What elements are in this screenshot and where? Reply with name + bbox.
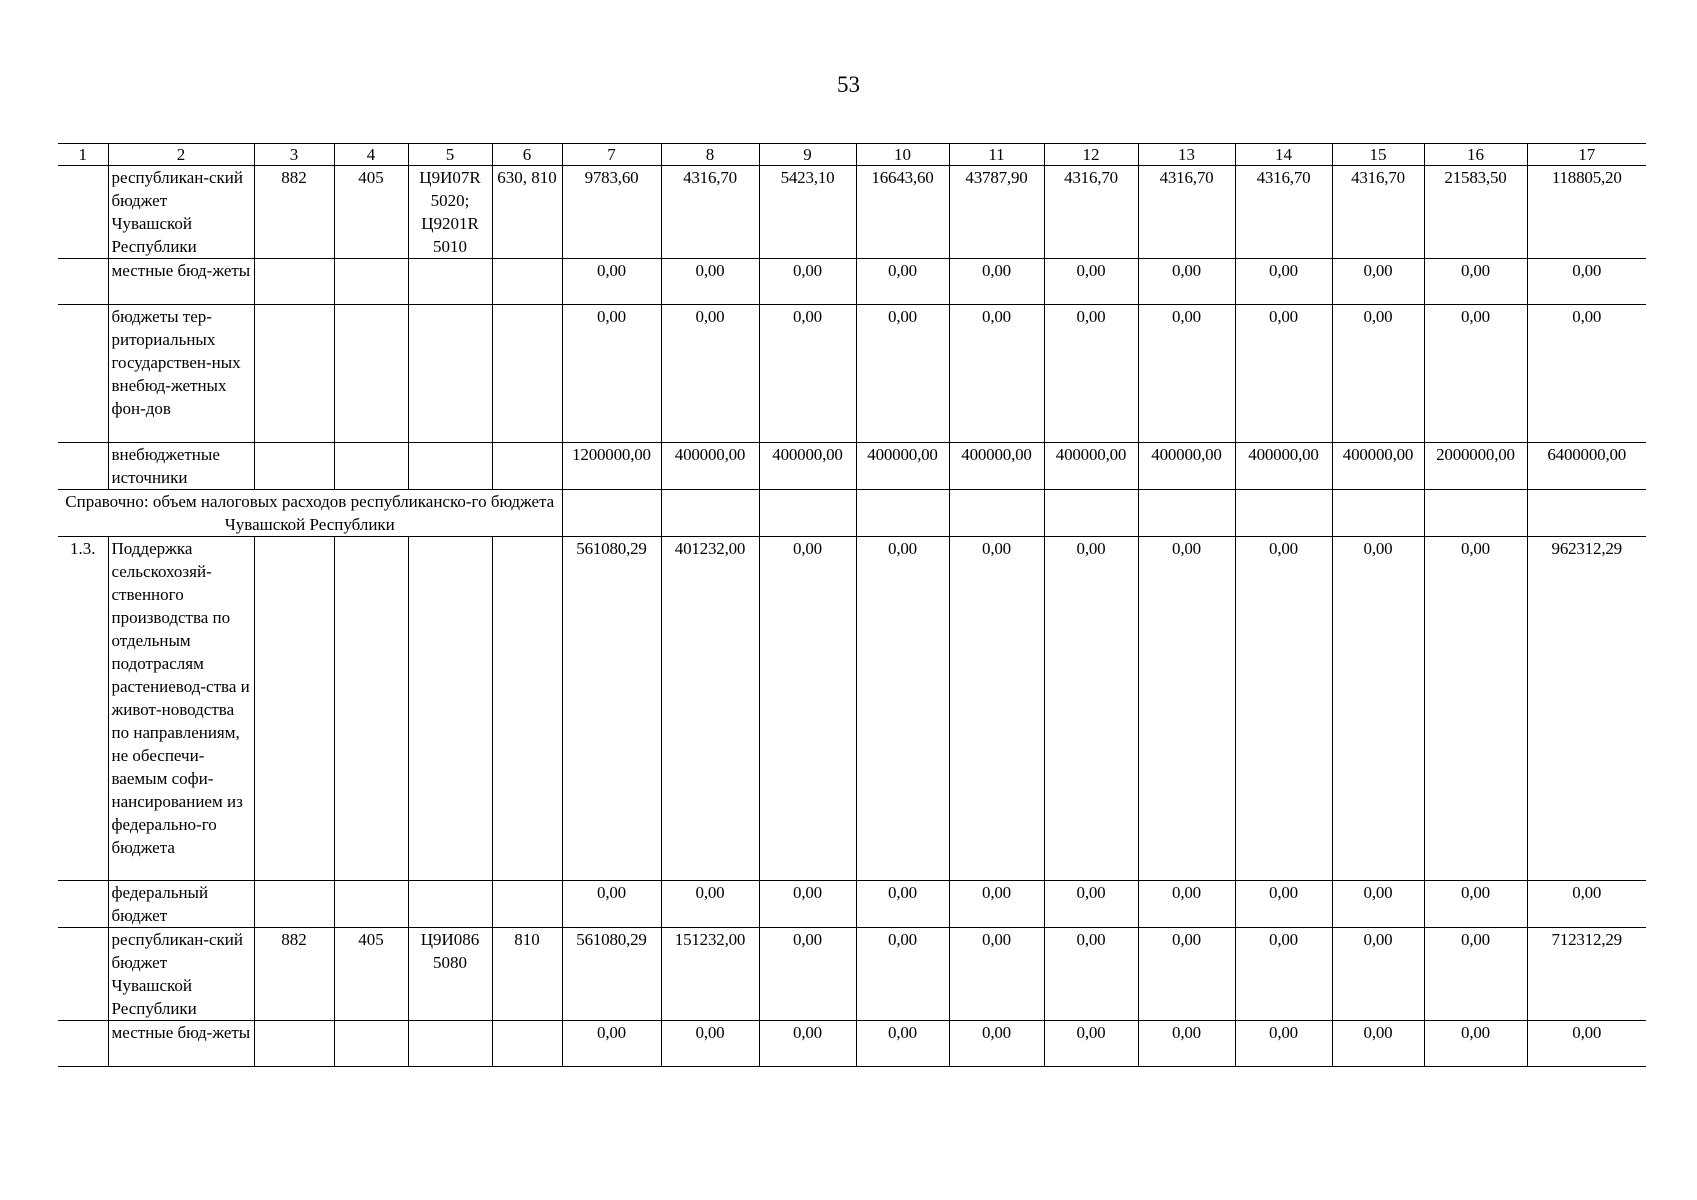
code-target-cell [408,537,492,881]
code-section-cell [334,537,408,881]
value-cell: 151232,00 [661,928,759,1021]
code-gr-cell [254,881,334,928]
value-cell: 0,00 [1527,1021,1646,1067]
empty-value-cell [1044,490,1138,537]
value-cell: 0,00 [1044,537,1138,881]
value-cell: 0,00 [1527,881,1646,928]
header-cell-17: 17 [1527,144,1646,166]
value-cell: 0,00 [1424,928,1527,1021]
table-row [58,1021,1646,1067]
value-cell: 2000000,00 [1424,443,1527,490]
header-cell-16: 16 [1424,144,1527,166]
code-type-cell [492,537,562,881]
value-cell: 4316,70 [1235,166,1332,259]
value-cell: 0,00 [1424,881,1527,928]
value-cell: 0,00 [949,537,1044,881]
empty-value-cell [1235,490,1332,537]
header-cell-12: 12 [1044,144,1138,166]
header-cell-5: 5 [408,144,492,166]
value-cell: 0,00 [562,305,661,443]
code-target-cell [408,881,492,928]
row-name-cell: местные бюд-жеты [108,1021,254,1067]
code-gr-cell [254,537,334,881]
row-number-cell [58,305,108,443]
value-cell: 0,00 [856,1021,949,1067]
code-gr-cell [254,305,334,443]
table-row [58,443,1646,490]
value-cell: 400000,00 [949,443,1044,490]
header-cell-3: 3 [254,144,334,166]
value-cell: 4316,70 [661,166,759,259]
table-row [58,259,1646,305]
value-cell: 0,00 [949,305,1044,443]
header-cell-11: 11 [949,144,1044,166]
row-name-cell: бюджеты тер-риториальных государствен-ных внебюд-жетных фон-дов [108,305,254,443]
value-cell: 0,00 [856,259,949,305]
value-cell: 0,00 [1527,259,1646,305]
header-cell-9: 9 [759,144,856,166]
value-cell: 1200000,00 [562,443,661,490]
value-cell: 400000,00 [1138,443,1235,490]
value-cell: 0,00 [661,259,759,305]
value-cell: 0,00 [759,537,856,881]
empty-value-cell [856,490,949,537]
code-section-cell [334,443,408,490]
empty-value-cell [1527,490,1646,537]
row-name-cell: федеральный бюджет [108,881,254,928]
value-cell: 0,00 [1138,259,1235,305]
value-cell: 0,00 [856,881,949,928]
code-type-cell [492,881,562,928]
value-cell: 0,00 [1332,881,1424,928]
value-cell: 0,00 [1424,305,1527,443]
header-cell-15: 15 [1332,144,1424,166]
value-cell: 0,00 [1235,259,1332,305]
value-cell: 0,00 [856,928,949,1021]
value-cell: 0,00 [1424,537,1527,881]
code-section-cell [334,1021,408,1067]
value-cell: 9783,60 [562,166,661,259]
code-gr-cell: 882 [254,928,334,1021]
value-cell: 400000,00 [661,443,759,490]
value-cell: 5423,10 [759,166,856,259]
value-cell: 0,00 [856,305,949,443]
row-number-cell [58,166,108,259]
empty-value-cell [661,490,759,537]
value-cell: 0,00 [1044,881,1138,928]
code-target-cell [408,259,492,305]
header-cell-8: 8 [661,144,759,166]
empty-value-cell [1138,490,1235,537]
value-cell: 0,00 [1332,259,1424,305]
value-cell: 0,00 [1235,537,1332,881]
code-target-cell [408,1021,492,1067]
value-cell: 16643,60 [856,166,949,259]
row-name-cell: местные бюд-жеты [108,259,254,305]
table-row [58,881,1646,928]
row-number-cell [58,259,108,305]
value-cell: 561080,29 [562,928,661,1021]
value-cell: 0,00 [1332,305,1424,443]
code-type-cell: 630, 810 [492,166,562,259]
row-number-cell [58,928,108,1021]
value-cell: 0,00 [1332,537,1424,881]
reference-label-cell: Справочно: объем налоговых расходов республиканско-го бюджета Чувашской Республики [58,490,562,537]
code-type-cell [492,443,562,490]
value-cell: 0,00 [1235,305,1332,443]
table-row [58,166,1646,259]
header-cell-7: 7 [562,144,661,166]
row-number-cell [58,443,108,490]
code-target-cell [408,305,492,443]
value-cell: 0,00 [1235,881,1332,928]
value-cell: 0,00 [1332,928,1424,1021]
value-cell: 6400000,00 [1527,443,1646,490]
budget-table [58,143,1646,1067]
value-cell: 0,00 [1138,305,1235,443]
row-number-cell [58,881,108,928]
code-type-cell: 810 [492,928,562,1021]
code-section-cell [334,881,408,928]
value-cell: 962312,29 [1527,537,1646,881]
value-cell: 0,00 [1332,1021,1424,1067]
value-cell: 0,00 [1138,928,1235,1021]
code-gr-cell [254,1021,334,1067]
table-row [58,537,1646,881]
value-cell: 0,00 [759,305,856,443]
code-section-cell [334,259,408,305]
value-cell: 0,00 [759,1021,856,1067]
value-cell: 401232,00 [661,537,759,881]
value-cell: 43787,90 [949,166,1044,259]
header-cell-6: 6 [492,144,562,166]
value-cell: 0,00 [562,259,661,305]
code-type-cell [492,259,562,305]
value-cell: 0,00 [1527,305,1646,443]
value-cell: 0,00 [1044,1021,1138,1067]
page-number: 53 [837,72,860,97]
value-cell: 0,00 [1235,1021,1332,1067]
value-cell: 0,00 [1044,259,1138,305]
reference-row [58,490,1646,537]
value-cell: 0,00 [661,305,759,443]
value-cell: 712312,29 [1527,928,1646,1021]
code-type-cell [492,305,562,443]
code-section-cell [334,305,408,443]
empty-value-cell [949,490,1044,537]
value-cell: 0,00 [1138,1021,1235,1067]
code-gr-cell [254,443,334,490]
code-target-cell: Ц9И07R 5020; Ц9201R 5010 [408,166,492,259]
value-cell: 0,00 [949,259,1044,305]
value-cell: 0,00 [949,1021,1044,1067]
value-cell: 400000,00 [1235,443,1332,490]
value-cell: 118805,20 [1527,166,1646,259]
value-cell: 0,00 [1235,928,1332,1021]
code-section-cell: 405 [334,928,408,1021]
value-cell: 0,00 [759,259,856,305]
table-row [58,928,1646,1021]
row-name-cell: внебюджетные источники [108,443,254,490]
value-cell: 0,00 [1138,881,1235,928]
value-cell: 400000,00 [1332,443,1424,490]
code-target-cell: Ц9И086 5080 [408,928,492,1021]
table-row [58,305,1646,443]
value-cell: 21583,50 [1424,166,1527,259]
value-cell: 0,00 [1044,305,1138,443]
value-cell: 4316,70 [1138,166,1235,259]
value-cell: 0,00 [562,881,661,928]
header-cell-1: 1 [58,144,108,166]
table-header-row [58,144,1646,166]
empty-value-cell [1424,490,1527,537]
value-cell: 4316,70 [1332,166,1424,259]
row-number-cell: 1.3. [58,537,108,881]
code-gr-cell [254,259,334,305]
header-cell-10: 10 [856,144,949,166]
value-cell: 0,00 [1424,1021,1527,1067]
row-number-cell [58,1021,108,1067]
header-cell-4: 4 [334,144,408,166]
code-target-cell [408,443,492,490]
row-name-cell: республикан-ский бюджет Чувашской Республики [108,166,254,259]
header-cell-13: 13 [1138,144,1235,166]
value-cell: 0,00 [562,1021,661,1067]
header-cell-2: 2 [108,144,254,166]
value-cell: 0,00 [1138,537,1235,881]
row-name-cell: Поддержка сельскохозяй-ственного производства по отдельным подотраслям растениевод-ства и живот-новодства по направлениям, не обеспечи-ваемым софи-нансированием из федерально-го бюджета [108,537,254,881]
empty-value-cell [1332,490,1424,537]
value-cell: 0,00 [949,928,1044,1021]
value-cell: 0,00 [661,881,759,928]
empty-value-cell [562,490,661,537]
row-name-cell: республикан-ский бюджет Чувашской Республики [108,928,254,1021]
code-section-cell: 405 [334,166,408,259]
value-cell: 0,00 [759,928,856,1021]
value-cell: 0,00 [1044,928,1138,1021]
value-cell: 400000,00 [856,443,949,490]
value-cell: 4316,70 [1044,166,1138,259]
value-cell: 400000,00 [759,443,856,490]
header-cell-14: 14 [1235,144,1332,166]
value-cell: 0,00 [856,537,949,881]
value-cell: 0,00 [949,881,1044,928]
value-cell: 0,00 [1424,259,1527,305]
empty-value-cell [759,490,856,537]
code-gr-cell: 882 [254,166,334,259]
value-cell: 400000,00 [1044,443,1138,490]
value-cell: 0,00 [759,881,856,928]
value-cell: 561080,29 [562,537,661,881]
value-cell: 0,00 [661,1021,759,1067]
code-type-cell [492,1021,562,1067]
